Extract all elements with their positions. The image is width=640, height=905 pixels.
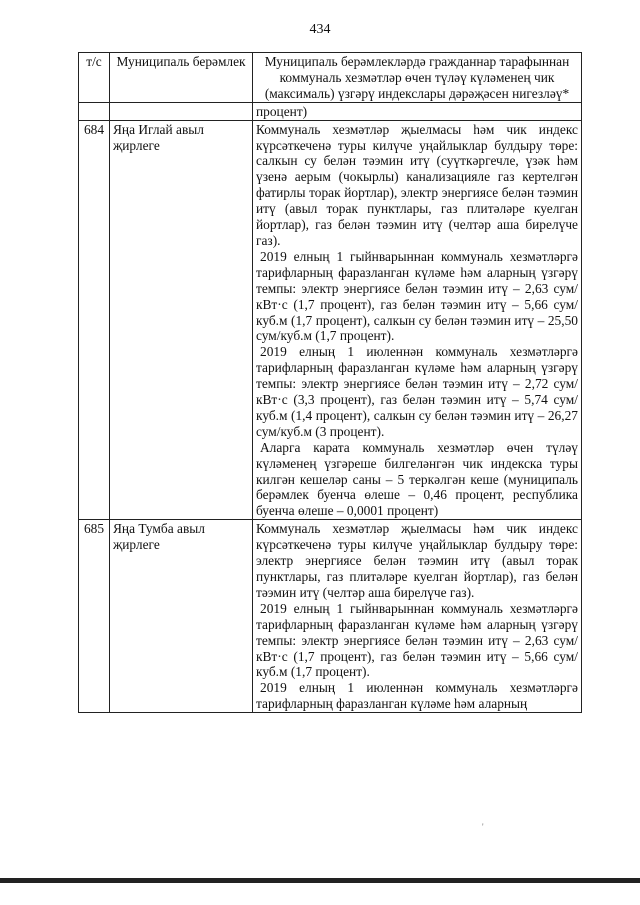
continuation-empty-1 [79, 102, 110, 120]
municipality-name: Яңа Тумба авыл җирлеге [110, 520, 253, 713]
row-number: 684 [79, 120, 110, 520]
paragraph: Аларга карата коммуналь хезмәтләр өчен түләү күләменең үзгәреше билгеләнгән чик индекска туры килгән кешеләр саны – 5 теркәлгән кеше (муниципаль берәмлек буенча өлеше – 0,46 процент, республика буенча өлеше – 0,0001 процент) [256, 439, 578, 519]
header-justification: Муниципаль берәмлекләрдә гражданнар тарафыннан коммуналь хезмәтләр өчен түләү күләменең чик (максималь) үзгәрү индекслары дәрәҗәсен нигезләү* [253, 53, 582, 103]
municipality-name: Яңа Иглай авыл җирлеге [110, 120, 253, 520]
header-municipality: Муниципаль берәмлек [110, 53, 253, 103]
tariff-table [78, 52, 582, 713]
scan-mark: ' [482, 822, 484, 832]
paragraph: 2019 елның 1 июленнән коммуналь хезмәтләргә тарифларның фаразланган күләме һәм аларның үзгәрү темпы: электр энергиясе белән тәэмин итү – 2,72 сум/кВт·с (3,3 процент), газ белән тәэмин итү – 5,74 сум/куб.м (1,4 процент), салкын су белән тәэмин итү – 26,27 сум/куб.м (3 процент). [256, 344, 578, 439]
paragraph: 2019 елның 1 гыйнварыннан коммуналь хезмәтләргә тарифларның фаразланган күләме һәм аларның үзгәрү темпы: электр энергиясе белән тәэмин итү – 2,63 сум/кВт·с (1,7 процент), газ белән тәэмин итү – 5,66 сум/куб.м (1,7 процент), салкын су белән тәэмин итү – 25,50 сум/куб.м (1,7 процент). [256, 248, 578, 344]
table-header-row [79, 53, 582, 103]
table-row [79, 520, 582, 713]
row-description [253, 120, 582, 520]
paragraph: 2019 елның 1 гыйнварыннан коммуналь хезмәтләргә тарифларның фаразланган күләме һәм аларның үзгәрү темпы: электр энергиясе белән тәэмин итү – 2,63 сум/кВт·с (1,7 процент), газ белән тәэмин итү – 5,66 сум/куб.м (1,7 процент). [256, 600, 578, 680]
paragraph: Коммуналь хезмәтләр җыелмасы һәм чик индекс күрсәткеченә туры килүче уңайлыклар булдыру төре: электр энергиясе белән тәэмин итү (авыл торак пунктлары, газ плитәләре куелган йортлар), газ белән тәэмин итү (челтәр аша бирелүче газ). [256, 521, 578, 600]
page-number: 434 [309, 22, 331, 37]
row-description [253, 520, 582, 713]
continuation-row [79, 102, 582, 120]
paragraph: 2019 елның 1 июленнән коммуналь хезмәтләргә тарифларның фаразланган күләме һәм аларның [256, 680, 578, 712]
row-number: 685 [79, 520, 110, 713]
paragraph: Коммуналь хезмәтләр җыелмасы һәм чик индекс күрсәткеченә туры килүче уңайлыклар булдыру төре: салкын су белән тәэмин итү (суүткәргечле, үзәк һәм үзенә аерым (чокырлы) канализацияле газ кертелгән фатирлы торак йортлар), электр энергиясе белән тәэмин итү (авыл торак пунктлары, газ плитәләре куелган йортлар), газ белән тәэмин итү (челтәр аша бирелүче газ). [256, 121, 578, 248]
continuation-text: процент) [253, 102, 582, 120]
continuation-empty-2 [110, 102, 253, 120]
scan-bottom-edge [0, 878, 640, 883]
table-row [79, 120, 582, 520]
header-number: т/с [79, 53, 110, 103]
